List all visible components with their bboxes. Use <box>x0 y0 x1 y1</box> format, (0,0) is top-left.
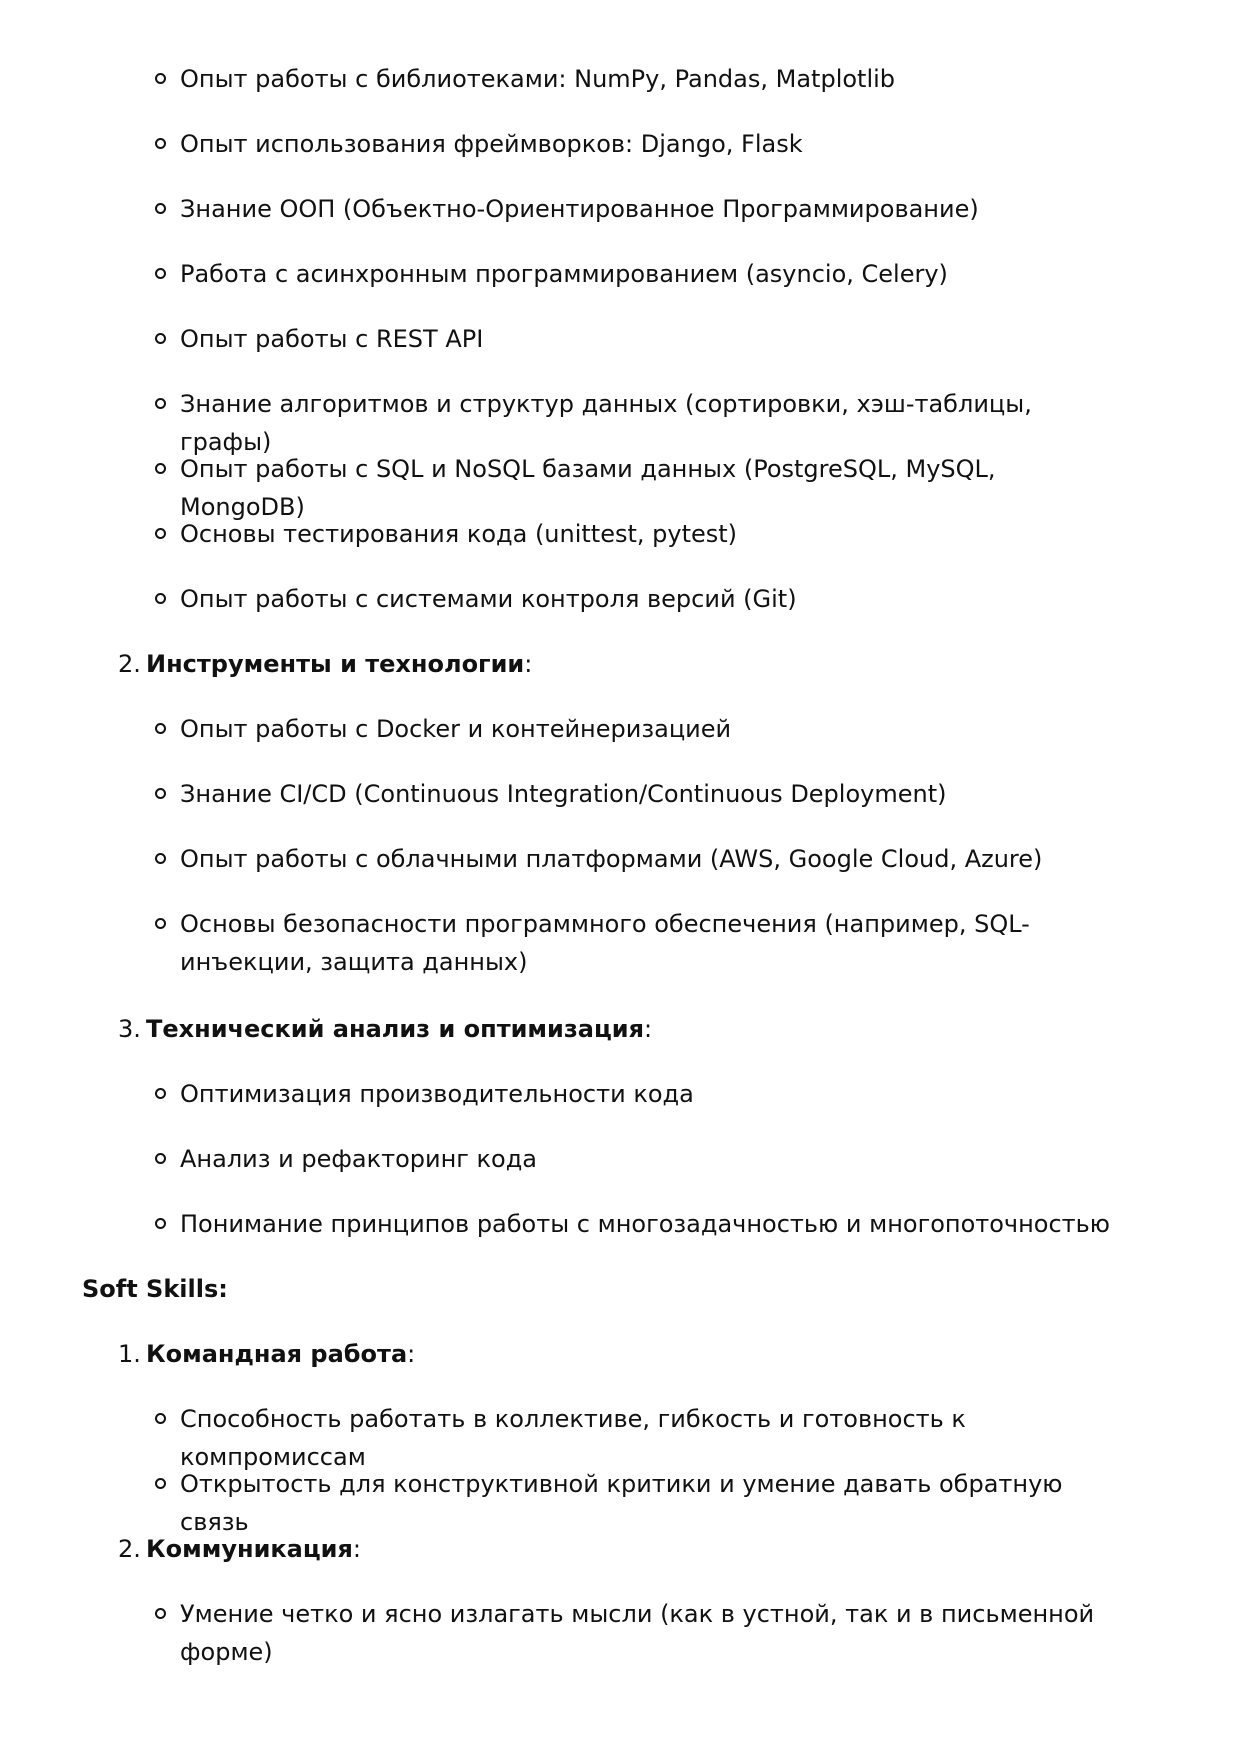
list-item: Понимание принципов работы с многозадачностью и многопоточностью <box>180 1205 1120 1243</box>
list-item: Основы тестирования кода (unittest, pytest) <box>180 515 1120 553</box>
list-item: Опыт работы с библиотеками: NumPy, Pandas, Matplotlib <box>180 60 1120 98</box>
section-title: Технический анализ и оптимизация <box>146 1015 645 1043</box>
section-suffix: : <box>407 1340 416 1368</box>
section-heading-tools <box>118 645 1118 683</box>
list-item: Оптимизация производительности кода <box>180 1075 1120 1113</box>
soft-skills-heading: Soft Skills: <box>82 1275 228 1303</box>
section-suffix: : <box>352 1535 361 1563</box>
list-item: Работа с асинхронным программированием (asyncio, Celery) <box>180 255 1120 293</box>
list-item: Опыт работы с SQL и NoSQL базами данных (PostgreSQL, MySQL, MongoDB) <box>180 450 1120 526</box>
section-heading-teamwork <box>118 1335 1118 1373</box>
list-item: Способность работать в коллективе, гибкость и готовность к компромиссам <box>180 1400 1120 1476</box>
list-item: Основы безопасности программного обеспечения (например, SQL-инъекции, защита данных) <box>180 905 1120 981</box>
section-title: Инструменты и технологии <box>146 650 525 678</box>
section-number: 2. <box>118 650 141 678</box>
list-item: Открытость для конструктивной критики и умение давать обратную связь <box>180 1465 1120 1541</box>
section-suffix: : <box>524 650 533 678</box>
list-item: Опыт работы с Docker и контейнеризацией <box>180 710 1120 748</box>
list-item: Знание ООП (Объектно-Ориентированное Программирование) <box>180 190 1120 228</box>
section-heading-communication <box>118 1530 1118 1568</box>
list-item: Анализ и рефакторинг кода <box>180 1140 1120 1178</box>
list-item: Умение четко и ясно излагать мысли (как в устной, так и в письменной форме) <box>180 1595 1120 1671</box>
section-number: 1. <box>118 1340 141 1368</box>
section-number: 3. <box>118 1015 141 1043</box>
list-item: Знание алгоритмов и структур данных (сортировки, хэш-таблицы, графы) <box>180 385 1120 461</box>
section-suffix: : <box>644 1015 653 1043</box>
list-item: Опыт работы с системами контроля версий (Git) <box>180 580 1120 618</box>
list-item: Знание CI/CD (Continuous Integration/Continuous Deployment) <box>180 775 1120 813</box>
list-item: Опыт работы с REST API <box>180 320 1120 358</box>
section-title: Коммуникация <box>146 1535 353 1563</box>
list-item: Опыт работы с облачными платформами (AWS, Google Cloud, Azure) <box>180 840 1120 878</box>
section-heading-analysis <box>118 1010 1118 1048</box>
section-number: 2. <box>118 1535 141 1563</box>
section-title: Командная работа <box>146 1340 408 1368</box>
list-item: Опыт использования фреймворков: Django, Flask <box>180 125 1120 163</box>
